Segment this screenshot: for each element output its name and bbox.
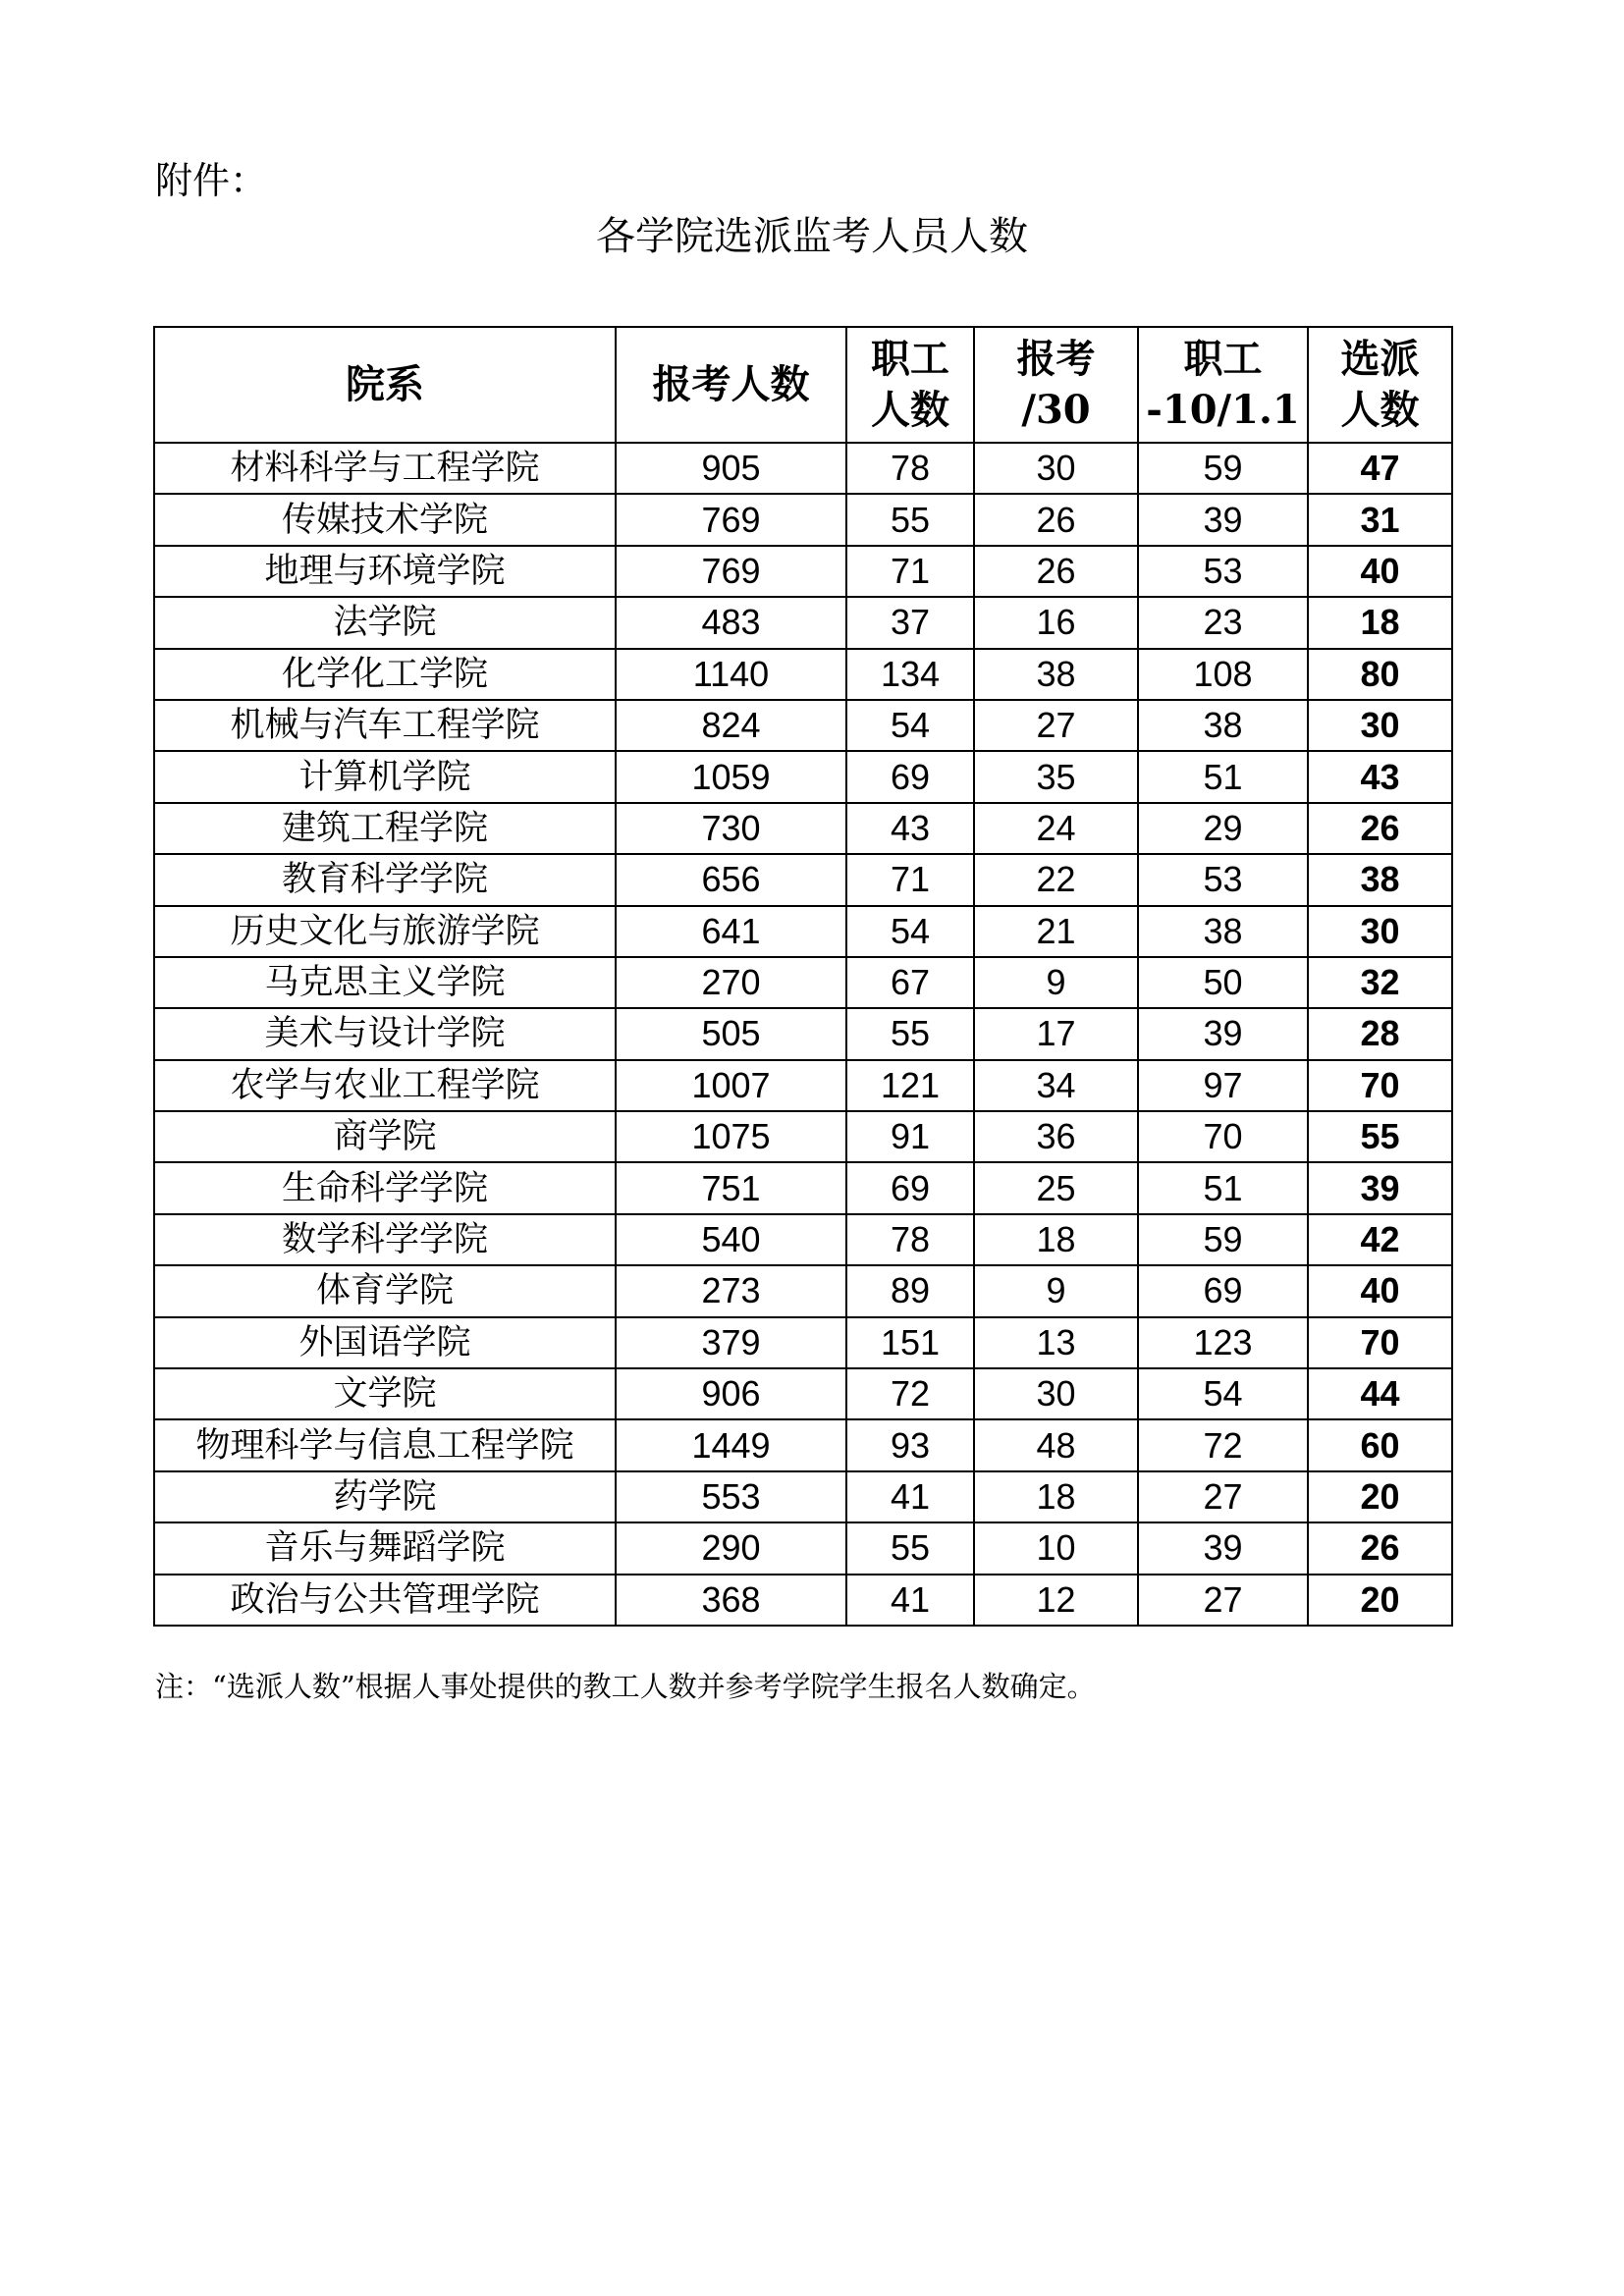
table-row (154, 597, 1452, 648)
applicants-div30-cell: 16 (974, 597, 1138, 648)
staff-calc-cell: 70 (1138, 1111, 1308, 1162)
applicants-cell: 905 (616, 443, 846, 494)
selected-cell: 20 (1308, 1575, 1452, 1626)
selected-cell: 18 (1308, 597, 1452, 648)
selected-cell: 44 (1308, 1368, 1452, 1419)
staff-cell: 71 (846, 854, 974, 905)
staff-cell: 54 (846, 700, 974, 751)
applicants-cell: 290 (616, 1522, 846, 1574)
department-cell: 建筑工程学院 (154, 803, 616, 854)
department-cell: 药学院 (154, 1471, 616, 1522)
staff-calc-cell: 27 (1138, 1575, 1308, 1626)
applicants-div30-cell: 26 (974, 546, 1138, 597)
applicants-cell: 379 (616, 1317, 846, 1368)
selected-cell: 31 (1308, 494, 1452, 545)
applicants-div30-cell: 21 (974, 906, 1138, 957)
applicants-div30-cell: 25 (974, 1162, 1138, 1213)
table-row (154, 751, 1452, 802)
applicants-div30-cell: 30 (974, 443, 1138, 494)
selected-cell: 30 (1308, 700, 1452, 751)
applicants-cell: 1007 (616, 1060, 846, 1111)
staff-cell: 91 (846, 1111, 974, 1162)
staff-cell: 78 (846, 1214, 974, 1265)
staff-calc-cell: 39 (1138, 1008, 1308, 1059)
table-row (154, 1368, 1452, 1419)
department-cell: 材料科学与工程学院 (154, 443, 616, 494)
header-staff-count: 职工 人数 (846, 327, 974, 443)
department-cell: 化学化工学院 (154, 649, 616, 700)
header-applicants: 报考人数 (616, 327, 846, 443)
table-row (154, 443, 1452, 494)
table-row (154, 1522, 1452, 1574)
staff-calc-cell: 39 (1138, 494, 1308, 545)
applicants-cell: 641 (616, 906, 846, 957)
selected-cell: 26 (1308, 1522, 1452, 1574)
applicants-cell: 906 (616, 1368, 846, 1419)
applicants-div30-cell: 9 (974, 957, 1138, 1008)
applicants-div30-cell: 35 (974, 751, 1138, 802)
staff-cell: 37 (846, 597, 974, 648)
staff-cell: 55 (846, 494, 974, 545)
selected-cell: 28 (1308, 1008, 1452, 1059)
header-department: 院系 (154, 327, 616, 443)
applicants-div30-cell: 18 (974, 1214, 1138, 1265)
staff-calc-cell: 39 (1138, 1522, 1308, 1574)
staff-cell: 151 (846, 1317, 974, 1368)
staff-calc-cell: 59 (1138, 443, 1308, 494)
department-cell: 音乐与舞蹈学院 (154, 1522, 616, 1574)
staff-cell: 71 (846, 546, 974, 597)
department-cell: 商学院 (154, 1111, 616, 1162)
selected-cell: 40 (1308, 546, 1452, 597)
department-cell: 历史文化与旅游学院 (154, 906, 616, 957)
table-row (154, 906, 1452, 957)
department-cell: 物理科学与信息工程学院 (154, 1419, 616, 1470)
table-row (154, 1214, 1452, 1265)
footnote: 注：“选派人数”根据人事处提供的教工人数并参考学院学生报名人数确定。 (155, 1670, 1096, 1703)
applicants-div30-cell: 9 (974, 1265, 1138, 1316)
selected-cell: 47 (1308, 443, 1452, 494)
applicants-div30-cell: 12 (974, 1575, 1138, 1626)
selected-cell: 60 (1308, 1419, 1452, 1470)
applicants-cell: 824 (616, 700, 846, 751)
table-row (154, 1060, 1452, 1111)
staff-cell: 55 (846, 1522, 974, 1574)
staff-calc-cell: 53 (1138, 854, 1308, 905)
applicants-cell: 368 (616, 1575, 846, 1626)
department-cell: 政治与公共管理学院 (154, 1575, 616, 1626)
staff-calc-cell: 50 (1138, 957, 1308, 1008)
department-cell: 外国语学院 (154, 1317, 616, 1368)
table-header-row (154, 327, 1452, 443)
header-applicants-div30: 报考 /30 (974, 327, 1138, 443)
header-staff-calc: 职工 -10/1.1 (1138, 327, 1308, 443)
selected-cell: 70 (1308, 1317, 1452, 1368)
selected-cell: 80 (1308, 649, 1452, 700)
applicants-cell: 273 (616, 1265, 846, 1316)
applicants-div30-cell: 22 (974, 854, 1138, 905)
selected-cell: 70 (1308, 1060, 1452, 1111)
department-cell: 机械与汽车工程学院 (154, 700, 616, 751)
applicants-div30-cell: 48 (974, 1419, 1138, 1470)
applicants-cell: 751 (616, 1162, 846, 1213)
department-cell: 地理与环境学院 (154, 546, 616, 597)
staff-cell: 72 (846, 1368, 974, 1419)
staff-calc-cell: 59 (1138, 1214, 1308, 1265)
allocation-table (153, 326, 1453, 1627)
table-row (154, 1008, 1452, 1059)
staff-calc-cell: 53 (1138, 546, 1308, 597)
staff-cell: 67 (846, 957, 974, 1008)
table-row (154, 494, 1452, 545)
table-row (154, 957, 1452, 1008)
table-row (154, 1111, 1452, 1162)
staff-cell: 121 (846, 1060, 974, 1111)
department-cell: 文学院 (154, 1368, 616, 1419)
staff-calc-cell: 51 (1138, 1162, 1308, 1213)
applicants-div30-cell: 34 (974, 1060, 1138, 1111)
staff-calc-cell: 69 (1138, 1265, 1308, 1316)
staff-cell: 78 (846, 443, 974, 494)
staff-calc-cell: 27 (1138, 1471, 1308, 1522)
staff-calc-cell: 23 (1138, 597, 1308, 648)
staff-cell: 89 (846, 1265, 974, 1316)
selected-cell: 30 (1308, 906, 1452, 957)
applicants-div30-cell: 30 (974, 1368, 1138, 1419)
staff-calc-cell: 38 (1138, 700, 1308, 751)
header-selected-count: 选派 人数 (1308, 327, 1452, 443)
applicants-div30-cell: 18 (974, 1471, 1138, 1522)
table-row (154, 649, 1452, 700)
selected-cell: 40 (1308, 1265, 1452, 1316)
staff-cell: 69 (846, 751, 974, 802)
table-row (154, 1575, 1452, 1626)
table-row (154, 546, 1452, 597)
staff-calc-cell: 38 (1138, 906, 1308, 957)
table-body (154, 443, 1452, 1626)
selected-cell: 39 (1308, 1162, 1452, 1213)
applicants-div30-cell: 27 (974, 700, 1138, 751)
applicants-cell: 505 (616, 1008, 846, 1059)
department-cell: 法学院 (154, 597, 616, 648)
staff-cell: 41 (846, 1575, 974, 1626)
attachment-label: 附件： (155, 159, 268, 202)
applicants-cell: 1140 (616, 649, 846, 700)
department-cell: 计算机学院 (154, 751, 616, 802)
table-row (154, 1419, 1452, 1470)
staff-cell: 69 (846, 1162, 974, 1213)
applicants-div30-cell: 24 (974, 803, 1138, 854)
staff-calc-cell: 97 (1138, 1060, 1308, 1111)
applicants-div30-cell: 36 (974, 1111, 1138, 1162)
staff-calc-cell: 108 (1138, 649, 1308, 700)
applicants-cell: 540 (616, 1214, 846, 1265)
selected-cell: 26 (1308, 803, 1452, 854)
applicants-cell: 769 (616, 546, 846, 597)
page-title: 各学院选派监考人员人数 (596, 214, 1028, 259)
applicants-cell: 1449 (616, 1419, 846, 1470)
staff-cell: 55 (846, 1008, 974, 1059)
applicants-cell: 1059 (616, 751, 846, 802)
applicants-cell: 656 (616, 854, 846, 905)
department-cell: 生命科学学院 (154, 1162, 616, 1213)
applicants-div30-cell: 26 (974, 494, 1138, 545)
table-row (154, 1471, 1452, 1522)
applicants-cell: 1075 (616, 1111, 846, 1162)
applicants-div30-cell: 13 (974, 1317, 1138, 1368)
applicants-cell: 270 (616, 957, 846, 1008)
staff-cell: 93 (846, 1419, 974, 1470)
department-cell: 农学与农业工程学院 (154, 1060, 616, 1111)
department-cell: 数学科学学院 (154, 1214, 616, 1265)
selected-cell: 43 (1308, 751, 1452, 802)
table-row (154, 1317, 1452, 1368)
applicants-div30-cell: 10 (974, 1522, 1138, 1574)
table-row (154, 1265, 1452, 1316)
staff-calc-cell: 123 (1138, 1317, 1308, 1368)
selected-cell: 32 (1308, 957, 1452, 1008)
staff-calc-cell: 54 (1138, 1368, 1308, 1419)
table-row (154, 1162, 1452, 1213)
staff-cell: 41 (846, 1471, 974, 1522)
applicants-cell: 553 (616, 1471, 846, 1522)
applicants-div30-cell: 17 (974, 1008, 1138, 1059)
department-cell: 马克思主义学院 (154, 957, 616, 1008)
staff-calc-cell: 72 (1138, 1419, 1308, 1470)
table-row (154, 700, 1452, 751)
table-row (154, 803, 1452, 854)
staff-cell: 54 (846, 906, 974, 957)
applicants-div30-cell: 38 (974, 649, 1138, 700)
staff-calc-cell: 29 (1138, 803, 1308, 854)
department-cell: 美术与设计学院 (154, 1008, 616, 1059)
staff-calc-cell: 51 (1138, 751, 1308, 802)
staff-cell: 43 (846, 803, 974, 854)
selected-cell: 42 (1308, 1214, 1452, 1265)
staff-cell: 134 (846, 649, 974, 700)
applicants-cell: 769 (616, 494, 846, 545)
department-cell: 教育科学学院 (154, 854, 616, 905)
selected-cell: 20 (1308, 1471, 1452, 1522)
selected-cell: 55 (1308, 1111, 1452, 1162)
table-row (154, 854, 1452, 905)
department-cell: 传媒技术学院 (154, 494, 616, 545)
selected-cell: 38 (1308, 854, 1452, 905)
department-cell: 体育学院 (154, 1265, 616, 1316)
applicants-cell: 730 (616, 803, 846, 854)
applicants-cell: 483 (616, 597, 846, 648)
